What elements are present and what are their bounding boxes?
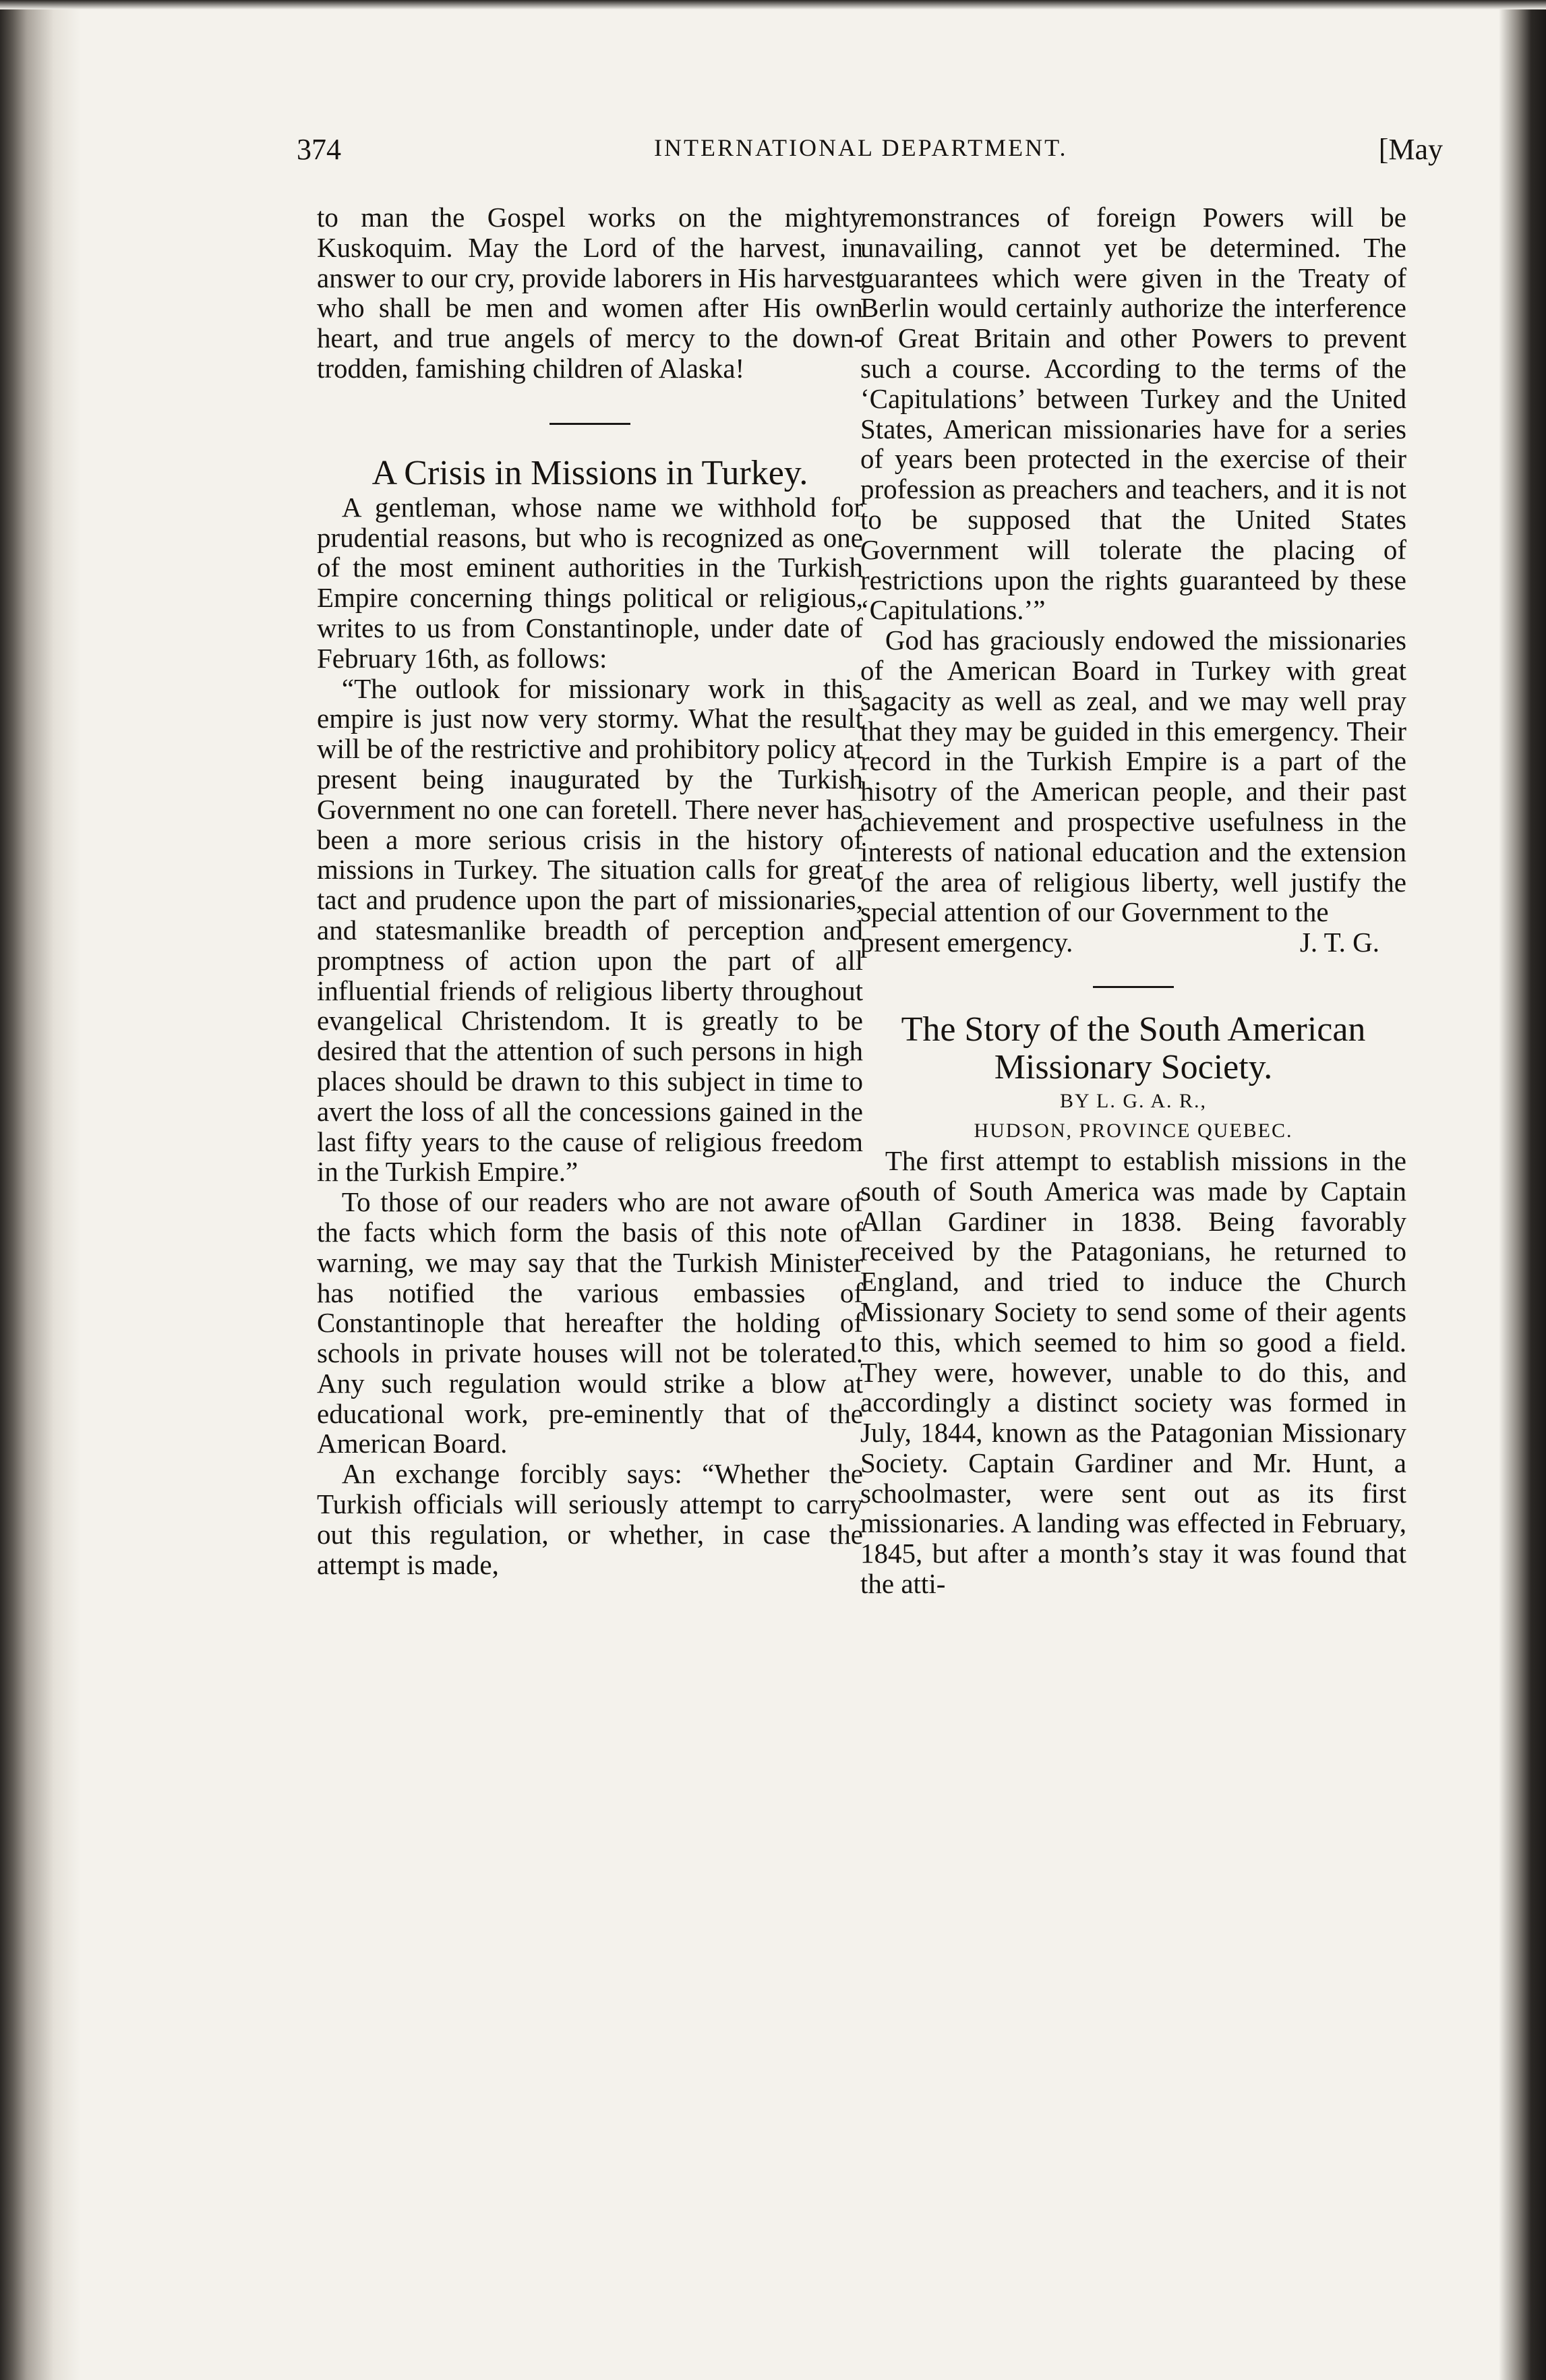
turkey-paragraph-3: To those of our readers who are not aware of the facts which form the basis of this note of warning, we may say that the Turkish Minister has notified the various embassies of Constantinople that hereafter the holding of schools in private houses will not be tolerated. Any such regulation would strike a blow at educational work, pre-eminently that of the American Board. — [317, 1186, 863, 1459]
alaska-conclusion-paragraph: to man the Gospel works on the mighty Kuskoquim. May the Lord of the harvest, in answer to our cry, provide laborers in His harvest who shall be men and women after His own heart, and true angels of mercy to the down-trodden, famishing children of Alaska! — [317, 202, 863, 384]
signature-line — [860, 927, 1406, 958]
turkey-closing-paragraph — [860, 625, 1406, 927]
turkey-paragraph-1: A gentleman, whose name we withhold for prudential reasons, but who is recognized as one of the most eminent authorities in the Turkish Empire concerning things political or religious, writes to us from Constantinople, under date of February 16th, as follows: — [317, 491, 863, 674]
article-location: HUDSON, PROVINCE QUEBEC. — [974, 1119, 1293, 1142]
page-header — [297, 132, 1443, 186]
page-number: 374 — [297, 133, 341, 166]
header-month: [May — [1378, 133, 1443, 166]
article-title-turkey: A Crisis in Missions in Turkey. — [371, 453, 808, 492]
closing-last-line: present emergency. — [860, 927, 1073, 958]
scan-shadow-top — [0, 0, 1546, 9]
scan-shadow-right — [1499, 0, 1546, 2380]
turkey-quote-paragraph: “The outlook for missionary work in this empire is just now very stormy. What the result will be of the restrictive and prohibitory policy at present being inaugurated by the Turkish Government no one can foretell. There never has been a more serious crisis in the history of missions in Turkey. The situation calls for great tact and prudence upon the part of missionaries, and statesmanlike breadth of perception and promptness of action upon the part of all influential friends of religious liberty throughout evangelical Christendom. It is greatly to be desired that the attention of such persons in high places should be drawn to this subject in time to avert the loss of all the concessions gained in the last fifty years to the cause of religious freedom in the Turkish Empire.” — [317, 672, 863, 1188]
turkey-continued-paragraph: remonstrances of foreign Powers will be unavailing, cannot yet be determined. The guarantees which were given in the Treaty of Berlin would certainly authorize the interference of Great Britain and other Powers to prevent such a course. According to the terms of the ‘Capitulations’ between Turkey and the United States, American missionaries have for a series of years been protected in the exercise of their profession as preachers and teachers, and it is not to be supposed that the United States Government will tolerate the placing of restrictions upon the rights guaranteed by these ‘Capitulations.’” — [860, 202, 1406, 626]
section-divider — [549, 423, 630, 425]
author-initials: J. T. G. — [1299, 927, 1379, 958]
left-column — [317, 202, 863, 2347]
turkey-paragraph-4: An exchange forcibly says: “Whether the Turkish officials will seriously attempt to carry out this regulation, or whether, in case the attempt is made, — [317, 1458, 863, 1580]
right-column — [860, 202, 1406, 2347]
south-america-paragraph-1: The first attempt to establish missions in the south of South America was made by Captain Allan Gardiner in 1838. Being favorably received by the Patagonians, he returned to England, and tried to induce the Church Missionary Society to send some of their agents to this, which seemed to him so good a field. They were, however, unable to do this, and accordingly a distinct society was formed in July, 1844, known as the Patagonian Missionary Society. Captain Gardiner and Mr. Hunt, a schoolmaster, were sent out as its first missionaries. A landing was effected in February, 1845, but after a month’s stay it was found that the atti- — [860, 1144, 1406, 1600]
article-byline: BY L. G. A. R., — [1059, 1089, 1208, 1112]
running-title: INTERNATIONAL DEPARTMENT. — [654, 134, 1068, 161]
article-title-south-america: The Story of the South American Missionary Society. — [901, 1010, 1366, 1086]
section-divider-2 — [1093, 986, 1174, 988]
closing-text: God has graciously endowed the missionaries of the American Board in Turkey with great sagacity as well as zeal, and we may well pray that they may be guided in this emergency. Their record in the Turkish Empire is a part of the hisotry of the American people, and their past achievement and prospective usefulness in the interests of national education and the extension of the area of religious liberty, well justify the special attention of our Government to the — [860, 625, 1406, 928]
scan-shadow-left — [0, 0, 81, 2380]
